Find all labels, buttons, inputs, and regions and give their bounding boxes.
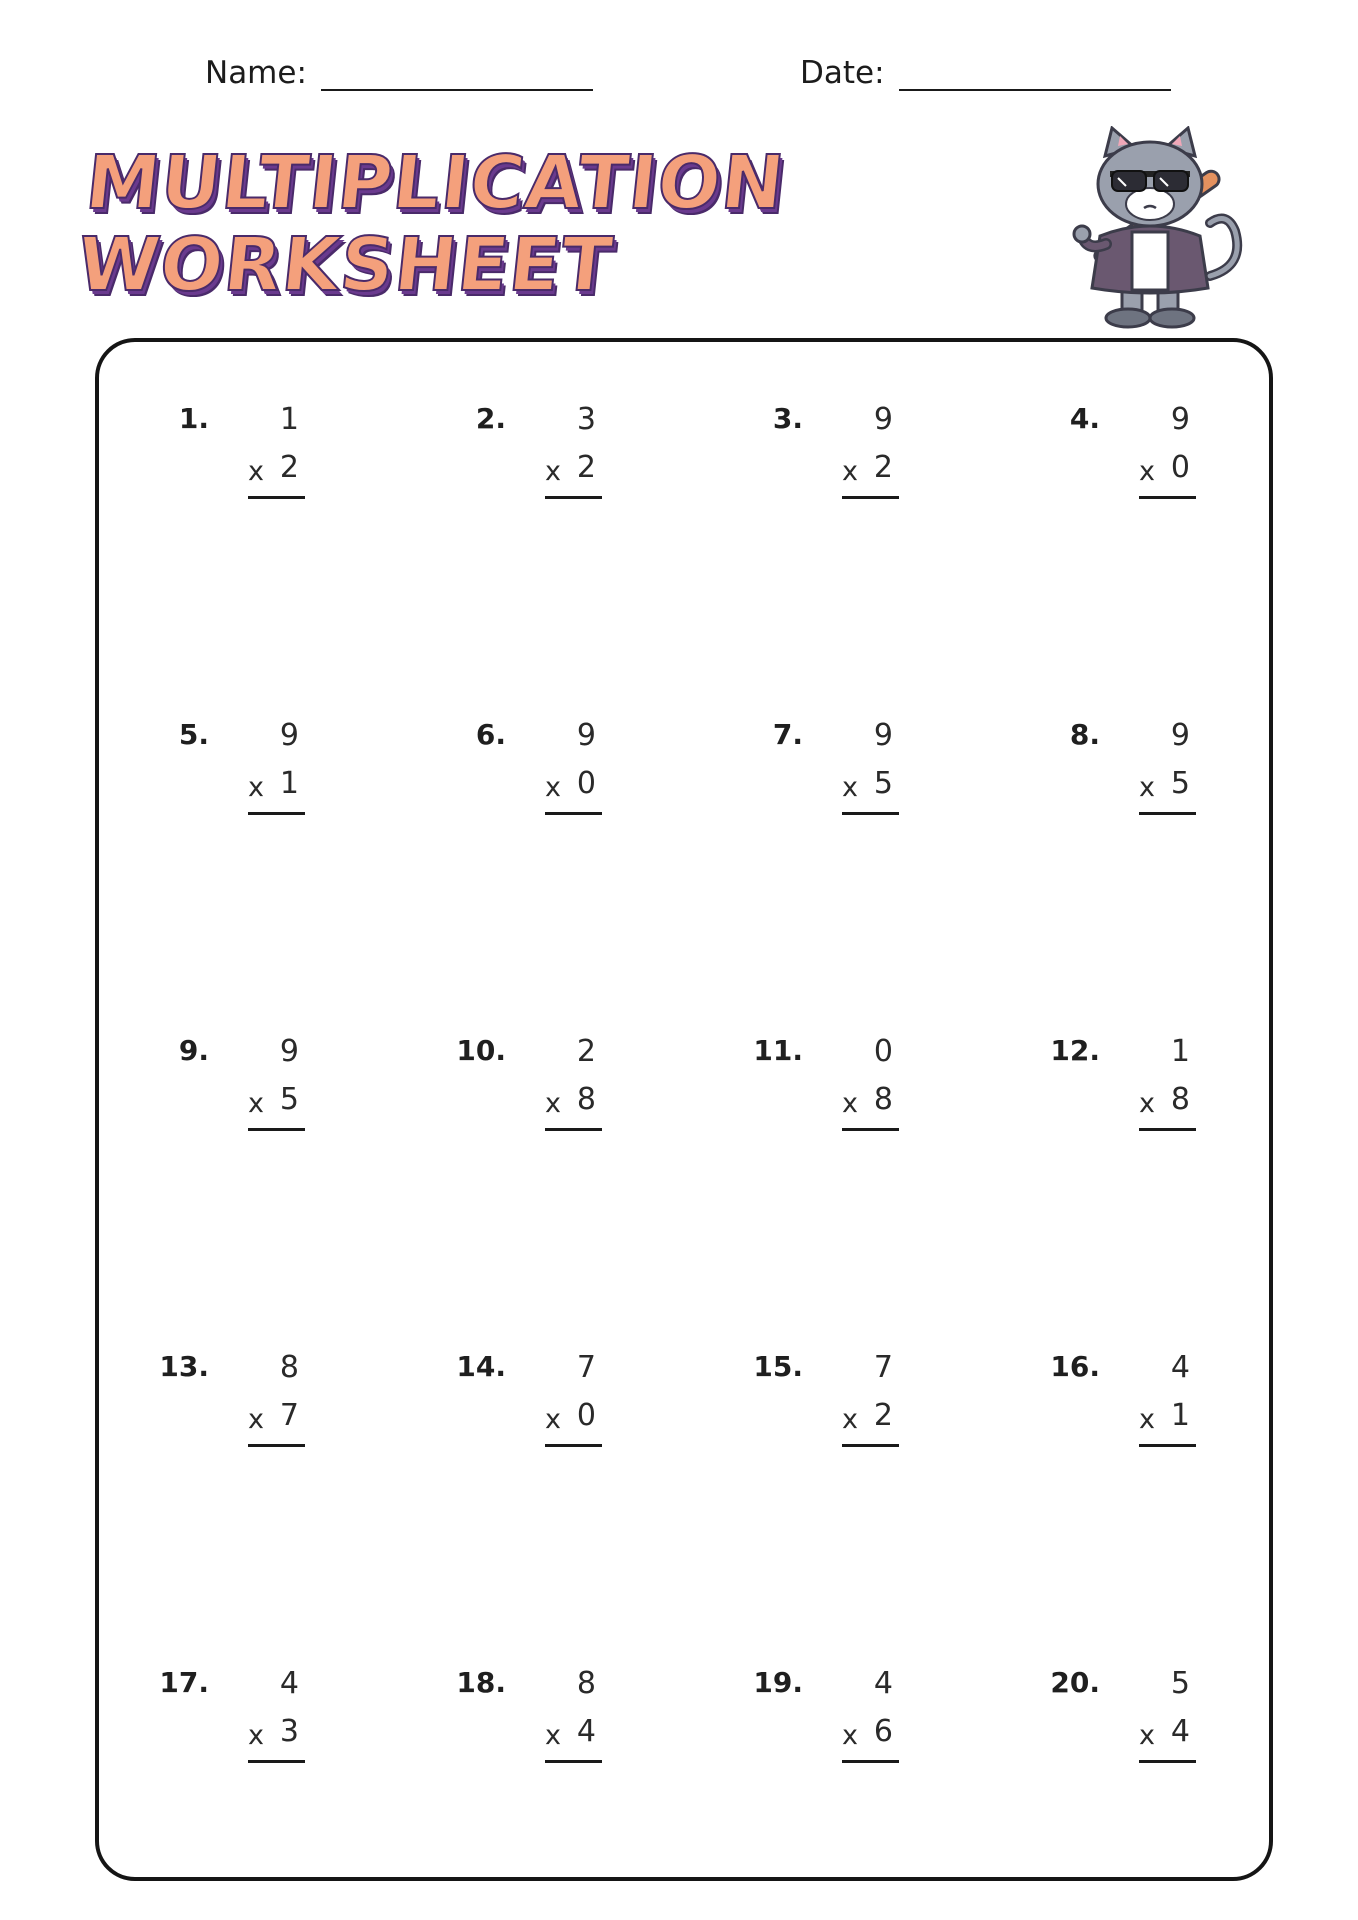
problem-10 [456, 1034, 596, 1154]
problem-number: 16. [1050, 1350, 1100, 1383]
multiplicand: 8 [576, 1666, 596, 1701]
problem-number: 1. [178, 402, 209, 435]
problem-19 [753, 1666, 893, 1786]
problem-number: 11. [753, 1034, 803, 1067]
multiply-sign: x [1139, 456, 1155, 487]
multiplicand: 4 [279, 1666, 299, 1701]
multiplicand: 9 [1170, 718, 1190, 753]
multiplicand: 9 [279, 1034, 299, 1069]
multiplicand: 0 [873, 1034, 893, 1069]
multiply-sign: x [545, 1088, 561, 1119]
answer-line [248, 1084, 305, 1131]
multiplicand: 4 [873, 1666, 893, 1701]
answer-line [545, 768, 602, 815]
answer-line [248, 1716, 305, 1763]
multiplier: 0 [576, 766, 596, 801]
multiplicand: 5 [1170, 1666, 1190, 1701]
multiplier: 2 [873, 1398, 893, 1433]
problem-12 [1050, 1034, 1190, 1154]
multiplicand: 8 [279, 1350, 299, 1385]
date-field[interactable] [800, 55, 1171, 91]
answer-line [248, 1400, 305, 1447]
multiplicand: 9 [279, 718, 299, 753]
problem-number: 13. [159, 1350, 209, 1383]
multiply-sign: x [842, 456, 858, 487]
problem-6 [456, 718, 596, 838]
multiplier: 5 [279, 1082, 299, 1117]
problem-5 [159, 718, 299, 838]
problem-17 [159, 1666, 299, 1786]
problems-panel [95, 338, 1273, 1881]
name-field[interactable] [205, 55, 593, 91]
answer-line [842, 1400, 899, 1447]
multiplicand: 7 [576, 1350, 596, 1385]
multiplier: 8 [576, 1082, 596, 1117]
date-label: Date: [800, 55, 885, 91]
problem-number: 18. [456, 1666, 506, 1699]
problem-number: 14. [456, 1350, 506, 1383]
multiplicand: 9 [576, 718, 596, 753]
answer-line [545, 1400, 602, 1447]
answer-line [842, 768, 899, 815]
answer-line [248, 452, 305, 499]
multiplier: 2 [279, 450, 299, 485]
multiplier: 0 [576, 1398, 596, 1433]
multiplier: 4 [1170, 1714, 1190, 1749]
answer-line [1139, 768, 1196, 815]
multiplier: 2 [873, 450, 893, 485]
multiplicand: 9 [1170, 402, 1190, 437]
answer-line [1139, 1716, 1196, 1763]
multiply-sign: x [248, 456, 264, 487]
multiplicand: 9 [873, 718, 893, 753]
multiplier: 0 [1170, 450, 1190, 485]
problem-number: 19. [753, 1666, 803, 1699]
problem-8 [1050, 718, 1190, 838]
title-line-1: MULTIPLICATION [81, 140, 790, 226]
answer-line [1139, 452, 1196, 499]
multiplicand: 1 [279, 402, 299, 437]
problem-number: 5. [178, 718, 209, 751]
problem-number: 10. [456, 1034, 506, 1067]
problem-20 [1050, 1666, 1190, 1786]
multiply-sign: x [545, 1720, 561, 1751]
multiply-sign: x [248, 1720, 264, 1751]
multiply-sign: x [842, 1088, 858, 1119]
multiply-sign: x [1139, 772, 1155, 803]
multiplier: 2 [576, 450, 596, 485]
multiplier: 1 [279, 766, 299, 801]
problem-number: 7. [772, 718, 803, 751]
multiplicand: 1 [1170, 1034, 1190, 1069]
problem-number: 6. [475, 718, 506, 751]
problem-number: 12. [1050, 1034, 1100, 1067]
multiplier: 3 [279, 1714, 299, 1749]
problem-9 [159, 1034, 299, 1154]
problem-15 [753, 1350, 893, 1470]
problem-18 [456, 1666, 596, 1786]
multiplicand: 9 [873, 402, 893, 437]
multiplier: 8 [1170, 1082, 1190, 1117]
problem-number: 3. [772, 402, 803, 435]
problem-number: 20. [1050, 1666, 1100, 1699]
problem-2 [456, 402, 596, 522]
date-answer-line[interactable] [899, 59, 1171, 91]
problem-1 [159, 402, 299, 522]
problem-13 [159, 1350, 299, 1470]
cat-with-sunglasses-and-bat-icon [1060, 126, 1250, 331]
worksheet-title [73, 142, 788, 306]
name-label: Name: [205, 55, 307, 91]
multiplier: 5 [1170, 766, 1190, 801]
multiply-sign: x [248, 1404, 264, 1435]
problem-3 [753, 402, 893, 522]
multiplier: 1 [1170, 1398, 1190, 1433]
multiplier: 4 [576, 1714, 596, 1749]
answer-line [842, 1084, 899, 1131]
problem-11 [753, 1034, 893, 1154]
answer-line [842, 452, 899, 499]
multiply-sign: x [248, 772, 264, 803]
problem-number: 8. [1069, 718, 1100, 751]
problem-number: 17. [159, 1666, 209, 1699]
problem-7 [753, 718, 893, 838]
problem-number: 2. [475, 402, 506, 435]
answer-line [545, 1716, 602, 1763]
multiply-sign: x [248, 1088, 264, 1119]
answer-line [1139, 1084, 1196, 1131]
multiplicand: 2 [576, 1034, 596, 1069]
name-answer-line[interactable] [321, 59, 593, 91]
answer-line [1139, 1400, 1196, 1447]
problem-4 [1050, 402, 1190, 522]
multiply-sign: x [545, 456, 561, 487]
multiplicand: 3 [576, 402, 596, 437]
problem-14 [456, 1350, 596, 1470]
problem-number: 4. [1069, 402, 1100, 435]
title-line-2: WORKSHEET [73, 222, 617, 308]
multiply-sign: x [842, 772, 858, 803]
multiply-sign: x [1139, 1088, 1155, 1119]
multiply-sign: x [1139, 1404, 1155, 1435]
answer-line [545, 1084, 602, 1131]
answer-line [842, 1716, 899, 1763]
multiplier: 5 [873, 766, 893, 801]
multiplier: 6 [873, 1714, 893, 1749]
multiply-sign: x [545, 1404, 561, 1435]
multiply-sign: x [1139, 1720, 1155, 1751]
multiplicand: 7 [873, 1350, 893, 1385]
multiply-sign: x [842, 1404, 858, 1435]
answer-line [248, 768, 305, 815]
problem-number: 15. [753, 1350, 803, 1383]
multiply-sign: x [842, 1720, 858, 1751]
multiplicand: 4 [1170, 1350, 1190, 1385]
problem-number: 9. [178, 1034, 209, 1067]
problem-16 [1050, 1350, 1190, 1470]
answer-line [545, 452, 602, 499]
multiplier: 8 [873, 1082, 893, 1117]
multiplier: 7 [279, 1398, 299, 1433]
multiply-sign: x [545, 772, 561, 803]
